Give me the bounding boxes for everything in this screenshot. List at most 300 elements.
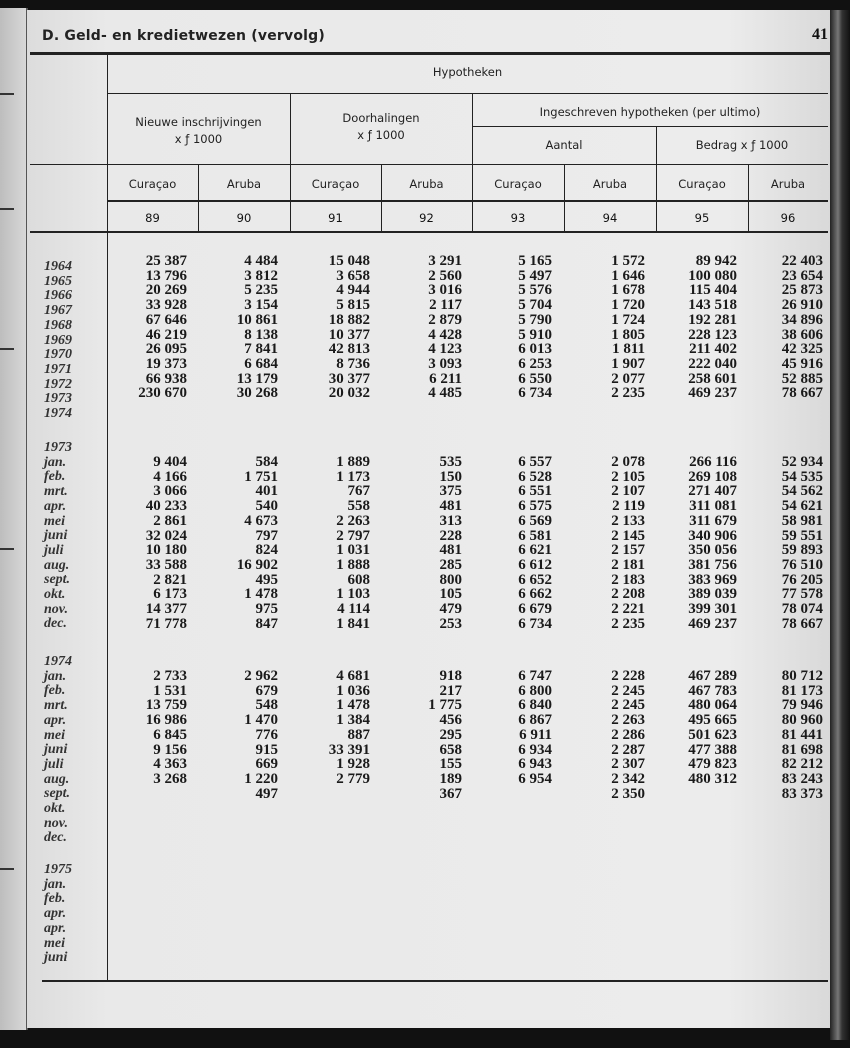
- row-label: dec.: [44, 616, 67, 632]
- table-cell: 1 036: [336, 682, 370, 699]
- table-cell: 25 387: [145, 253, 187, 269]
- row-label: mei: [44, 935, 65, 951]
- table-cell: 10 377: [328, 326, 370, 343]
- table-cell: 6 211: [429, 370, 462, 387]
- section-year: 1975: [44, 862, 72, 877]
- row-label: 1972: [44, 376, 72, 392]
- table-cell: 79 946: [781, 697, 823, 714]
- table-cell: 1 751: [244, 468, 278, 485]
- table-cell: 6 652: [518, 571, 552, 588]
- row-label: 1973: [44, 391, 72, 407]
- table-cell: 5 497: [518, 267, 552, 284]
- row-label: jan.: [44, 454, 67, 470]
- table-cell: 71 778: [145, 615, 187, 632]
- table-cell: 6 621: [518, 542, 552, 559]
- table-cell: 6 911: [519, 726, 552, 743]
- row-label: sept.: [44, 572, 71, 588]
- table-cell: 350 056: [688, 542, 737, 559]
- table-cell: 59 551: [781, 527, 823, 544]
- table-cell: 2 879: [428, 311, 462, 328]
- adjacent-page-edge: [0, 8, 28, 1030]
- table-cell: 1 478: [336, 697, 370, 714]
- column-number: 93: [510, 211, 526, 225]
- table-cell: 608: [347, 571, 370, 588]
- table-cell: 495 665: [688, 712, 737, 729]
- table-cell: 22 403: [781, 253, 823, 269]
- table-cell: 6 934: [518, 741, 552, 758]
- table-cell: 253: [439, 615, 462, 632]
- table-cell: 78 667: [781, 385, 823, 402]
- table-cell: 481: [439, 542, 462, 559]
- table-cell: 2 307: [611, 756, 645, 773]
- table-cell: 3 291: [428, 253, 462, 269]
- row-label: 1969: [44, 332, 72, 348]
- table-cell: 78 074: [781, 601, 823, 617]
- column-number: 92: [419, 211, 434, 225]
- table-cell: 2 235: [611, 385, 645, 402]
- table-cell: 1 031: [336, 542, 370, 559]
- table-cell: 467 783: [688, 682, 737, 699]
- table-cell: 59 893: [781, 542, 823, 559]
- table-cell: 3 154: [244, 297, 278, 314]
- table-cell: 6 954: [518, 770, 552, 787]
- table-cell: 767: [347, 483, 370, 500]
- table-cell: 2 133: [611, 512, 645, 529]
- group-header-registered: Ingeschreven hypotheken (per ultimo): [539, 105, 761, 119]
- table-cell: 2 208: [611, 586, 645, 603]
- table-cell: 6 684: [244, 355, 278, 372]
- table-cell: 2 797: [336, 527, 370, 544]
- table-cell: 8 736: [336, 355, 370, 372]
- table-cell: 5 790: [518, 311, 552, 328]
- table-cell: 14 377: [145, 601, 187, 617]
- table-cell: 58 981: [781, 512, 823, 529]
- row-label: jan.: [44, 876, 67, 892]
- table-cell: 548: [255, 697, 278, 714]
- row-label: aug.: [44, 771, 70, 787]
- row-label: feb.: [44, 469, 66, 485]
- table-cell: 6 581: [518, 527, 552, 544]
- row-label: feb.: [44, 891, 66, 907]
- table-cell: 52 885: [781, 370, 823, 387]
- table-cell: 311 679: [689, 512, 737, 529]
- table-cell: 1 478: [244, 586, 278, 603]
- row-label: mei: [44, 727, 65, 743]
- column-number: 94: [602, 211, 618, 225]
- column-number: 95: [694, 211, 710, 225]
- table-cell: 6 557: [518, 454, 552, 470]
- table-cell: 1 811: [612, 341, 645, 358]
- table-cell: 5 815: [336, 297, 370, 314]
- table-cell: 1 907: [611, 355, 645, 372]
- row-label: mrt.: [44, 484, 68, 500]
- table-cell: 15 048: [328, 253, 370, 269]
- table-cell: 6 943: [518, 756, 552, 773]
- table-cell: 6 253: [518, 355, 552, 372]
- table-cell: 2 145: [611, 527, 645, 544]
- row-label: apr.: [44, 712, 67, 728]
- table-cell: 20 032: [328, 385, 370, 402]
- column-header: Aruba: [226, 177, 262, 191]
- table-cell: 887: [347, 726, 370, 743]
- row-label: juni: [44, 528, 68, 544]
- table-cell: 2 342: [611, 770, 645, 787]
- table-cell: 13 759: [145, 697, 187, 714]
- column-number: 89: [145, 211, 160, 225]
- column-header: Curaçao: [494, 177, 542, 191]
- table-cell: 5 576: [518, 282, 552, 299]
- table-cell: 67 646: [145, 311, 187, 328]
- table-cell: 80 712: [781, 668, 823, 684]
- table-cell: 1 220: [244, 770, 278, 787]
- table-cell: 6 845: [153, 726, 187, 743]
- row-label: okt.: [44, 801, 66, 816]
- table-cell: 2 821: [153, 571, 187, 588]
- table-cell: 83 373: [781, 785, 823, 802]
- table-cell: 54 535: [781, 468, 823, 485]
- table-cell: 5 704: [518, 297, 552, 314]
- table-cell: 2 861: [153, 512, 187, 529]
- table-cell: 313: [439, 512, 462, 529]
- table-cell: 2 245: [611, 697, 645, 714]
- table-cell: 76 205: [781, 571, 823, 588]
- table-cell: 81 441: [781, 726, 823, 743]
- column-number: 91: [328, 211, 343, 225]
- table-cell: 535: [439, 454, 462, 470]
- table-cell: 2 733: [153, 668, 187, 684]
- table-cell: 679: [255, 682, 278, 699]
- table-cell: 33 391: [328, 741, 370, 758]
- table-cell: 26 095: [145, 341, 187, 358]
- table-cell: 77 578: [781, 586, 823, 603]
- table-cell: 54 621: [781, 498, 823, 515]
- row-label: juli: [44, 756, 64, 772]
- table-cell: 42 813: [328, 341, 370, 358]
- table-cell: 1 889: [336, 454, 370, 470]
- super-header: Hypotheken: [432, 65, 503, 79]
- table-cell: 78 667: [781, 615, 823, 632]
- table-cell: 2 235: [611, 615, 645, 632]
- row-label: nov.: [44, 815, 68, 831]
- table-cell: 367: [439, 785, 462, 802]
- column-number: 90: [236, 211, 252, 225]
- table-cell: 9 404: [153, 454, 187, 470]
- table-cell: 6 679: [518, 601, 552, 617]
- table-cell: 915: [255, 741, 278, 758]
- table-cell: 2 078: [611, 454, 645, 470]
- row-label: nov.: [44, 601, 68, 617]
- table-cell: 81 173: [781, 682, 823, 699]
- table-cell: 797: [255, 527, 278, 544]
- table-cell: 4 123: [428, 341, 462, 358]
- table-cell: 150: [439, 468, 462, 485]
- row-label: juli: [44, 542, 64, 558]
- table-cell: 23 654: [781, 267, 823, 284]
- row-label: feb.: [44, 683, 66, 699]
- section-title: D. Geld- en kredietwezen (vervolg): [42, 28, 325, 44]
- table-cell: 6 569: [518, 512, 552, 529]
- row-label: juni: [44, 742, 68, 758]
- table-cell: 6 612: [518, 556, 552, 573]
- row-label: 1971: [44, 361, 72, 377]
- row-label: mei: [44, 513, 65, 529]
- table-cell: 3 268: [153, 770, 187, 787]
- top-rule: [30, 52, 830, 55]
- table-cell: 4 166: [153, 468, 187, 485]
- table-cell: 4 428: [428, 326, 462, 343]
- table-cell: 480 064: [688, 697, 737, 714]
- section-year: 1973: [44, 440, 72, 455]
- table-cell: 975: [255, 601, 278, 617]
- table-cell: 30 268: [236, 385, 278, 402]
- table-cell: 5 235: [244, 282, 278, 299]
- group-header-cancellations: Doorhalingen x ƒ 1000: [342, 111, 420, 142]
- table-cell: 19 373: [145, 355, 187, 372]
- group-header-new: Nieuwe inschrijvingen x ƒ 1000: [135, 115, 262, 146]
- table-cell: 13 179: [236, 370, 278, 387]
- table-cell: 1 646: [611, 267, 645, 284]
- table-cell: 6 800: [518, 682, 552, 699]
- column-header: Curaçao: [678, 177, 726, 191]
- row-label: juni: [44, 950, 68, 966]
- table-cell: 584: [255, 454, 278, 470]
- table-cell: 2 181: [611, 556, 645, 573]
- table-cell: 5 910: [518, 326, 552, 343]
- row-label: mrt.: [44, 698, 68, 714]
- row-label: 1967: [44, 303, 72, 319]
- table-cell: 40 233: [145, 498, 187, 515]
- table-cell: 469 237: [688, 615, 737, 632]
- table-cell: 105: [439, 586, 462, 603]
- table-cell: 2 779: [336, 770, 370, 787]
- row-label: sept.: [44, 786, 71, 802]
- table-cell: 669: [255, 756, 278, 773]
- table-cell: 497: [255, 785, 278, 802]
- table-cell: 230 670: [138, 385, 187, 402]
- table-cell: 52 934: [781, 454, 823, 470]
- table-cell: 1 384: [336, 712, 370, 729]
- table-cell: 4 363: [153, 756, 187, 773]
- row-label: 1964: [44, 259, 72, 274]
- table-cell: 2 107: [611, 483, 645, 500]
- column-header: Aruba: [770, 177, 806, 191]
- table-cell: 3 812: [244, 267, 278, 284]
- table-cell: 32 024: [145, 527, 187, 544]
- row-label: apr.: [44, 920, 67, 936]
- table-cell: 477 388: [688, 741, 737, 758]
- table-cell: 228: [439, 527, 462, 544]
- table-cell: 16 986: [145, 712, 187, 729]
- table-cell: 20 269: [145, 282, 187, 299]
- table-cell: 9 156: [153, 741, 187, 758]
- table-cell: 4 114: [337, 601, 370, 617]
- table-cell: 228 123: [688, 326, 737, 343]
- row-label: jan.: [44, 668, 67, 684]
- table-cell: 1 531: [153, 682, 187, 699]
- table-cell: 83 243: [781, 770, 823, 787]
- table-cell: 311 081: [689, 498, 737, 515]
- row-label: 1966: [44, 288, 72, 304]
- section-year: 1974: [44, 654, 72, 669]
- table-cell: 2 221: [611, 601, 645, 617]
- table-cell: 1 805: [611, 326, 645, 343]
- row-label: apr.: [44, 906, 67, 922]
- table-cell: 10 861: [236, 311, 278, 328]
- table-cell: 6 840: [518, 697, 552, 714]
- table-cell: 800: [439, 571, 462, 588]
- column-header: Curaçao: [128, 177, 177, 191]
- table-cell: 1 572: [611, 253, 645, 269]
- table-cell: 6 528: [518, 468, 552, 485]
- table-cell: 34 896: [781, 311, 823, 328]
- table-cell: 480 312: [688, 770, 737, 787]
- table-cell: 1 470: [244, 712, 278, 729]
- table-cell: 540: [255, 498, 278, 515]
- table-cell: 2 228: [611, 668, 645, 684]
- table-cell: 6 662: [518, 586, 552, 603]
- table-cell: 558: [347, 498, 370, 515]
- column-number: 96: [780, 211, 796, 225]
- table-cell: 4 484: [244, 253, 278, 269]
- row-label: okt.: [44, 587, 66, 602]
- table-cell: 375: [439, 483, 462, 500]
- table-cell: 66 938: [145, 370, 187, 387]
- column-header: Aruba: [409, 177, 444, 191]
- table-cell: 2 287: [611, 741, 645, 758]
- table-cell: 266 116: [689, 454, 737, 470]
- table-cell: 45 916: [781, 355, 823, 372]
- table-cell: 258 601: [688, 370, 737, 387]
- table-cell: 82 212: [781, 756, 823, 773]
- table-cell: 776: [255, 726, 278, 743]
- table-cell: 401: [255, 483, 278, 500]
- row-label: apr.: [44, 498, 67, 514]
- table-cell: 2 157: [611, 542, 645, 559]
- table-cell: 6 575: [518, 498, 552, 515]
- table-cell: 7 841: [244, 341, 278, 358]
- table-cell: 155: [439, 756, 462, 773]
- table-cell: 192 281: [688, 311, 737, 328]
- table-cell: 6 173: [153, 586, 187, 603]
- table-cell: 16 902: [236, 556, 278, 573]
- table-cell: 25 873: [781, 282, 823, 299]
- table-cell: 399 301: [688, 601, 737, 617]
- table-cell: 115 404: [689, 282, 737, 299]
- table-cell: 13 796: [145, 267, 187, 284]
- table-cell: 2 245: [611, 682, 645, 699]
- table-cell: 3 066: [153, 483, 187, 500]
- table-cell: 1 103: [336, 586, 370, 603]
- bottom-rule: [42, 980, 828, 982]
- table-cell: 5 165: [518, 253, 552, 269]
- table-cell: 76 510: [781, 556, 823, 573]
- table-cell: 824: [255, 542, 278, 559]
- table-cell: 1 720: [611, 297, 645, 314]
- row-label: 1974: [44, 406, 72, 421]
- row-label: 1968: [44, 317, 72, 333]
- table-cell: 2 263: [336, 512, 370, 529]
- table-cell: 217: [439, 682, 462, 699]
- table-cell: 501 623: [688, 726, 737, 743]
- column-header: Aruba: [592, 177, 628, 191]
- table-cell: 89 942: [695, 253, 737, 269]
- table-cell: 2 263: [611, 712, 645, 729]
- table-cell: 222 040: [688, 355, 737, 372]
- table-cell: 481: [439, 498, 462, 515]
- table-cell: 2 119: [612, 498, 645, 515]
- row-label: 1965: [44, 273, 72, 289]
- table-cell: 6 551: [518, 483, 552, 500]
- table-cell: 42 325: [781, 341, 823, 358]
- table-cell: 2 077: [611, 370, 645, 387]
- table-cell: 2 117: [429, 297, 462, 314]
- page-number: 41: [812, 26, 828, 43]
- table-cell: 1 841: [336, 615, 370, 632]
- table-cell: 658: [439, 741, 462, 758]
- table-cell: 467 289: [688, 668, 737, 684]
- table-cell: 2 286: [611, 726, 645, 743]
- table-cell: 30 377: [328, 370, 370, 387]
- table-cell: 8 138: [244, 326, 278, 343]
- table-cell: 54 562: [781, 483, 823, 500]
- table-cell: 10 180: [145, 542, 187, 559]
- table-cell: 1 775: [428, 697, 462, 714]
- table-cell: 1 173: [336, 468, 370, 485]
- row-label: 1970: [44, 347, 72, 363]
- table-cell: 2 962: [244, 668, 278, 684]
- page-edge: [830, 10, 850, 1040]
- table-cell: 4 485: [428, 385, 462, 402]
- table-cell: 456: [439, 712, 462, 729]
- table-cell: 1 888: [336, 556, 370, 573]
- column-header: Curaçao: [311, 177, 360, 191]
- table-cell: 46 219: [145, 326, 187, 343]
- table-cell: 269 108: [688, 468, 737, 485]
- table-cell: 295: [439, 726, 462, 743]
- table-cell: 479 823: [688, 756, 737, 773]
- table-cell: 189: [439, 770, 462, 787]
- table-cell: 479: [439, 601, 462, 617]
- table-cell: 18 882: [328, 311, 370, 328]
- table-cell: 469 237: [688, 385, 737, 402]
- table-cell: 211 402: [689, 341, 737, 358]
- table-cell: 143 518: [688, 297, 737, 314]
- table-cell: 6 734: [518, 385, 552, 402]
- table-cell: 6 550: [518, 370, 552, 387]
- table-cell: 6 747: [518, 668, 552, 684]
- table-cell: 918: [439, 668, 462, 684]
- table-cell: 271 407: [688, 483, 737, 500]
- subgroup-amount: Bedrag x ƒ 1000: [695, 138, 789, 152]
- row-label: aug.: [44, 557, 70, 573]
- table-cell: 381 756: [688, 556, 737, 573]
- table-cell: 6 867: [518, 712, 552, 729]
- table-cell: 389 039: [688, 586, 737, 603]
- row-label: dec.: [44, 830, 67, 846]
- table-cell: 847: [255, 615, 278, 632]
- table-cell: 38 606: [781, 326, 823, 343]
- table-cell: 33 928: [145, 297, 187, 314]
- table-cell: 3 093: [428, 355, 462, 372]
- table-cell: 81 698: [781, 741, 823, 758]
- subgroup-count: Aantal: [545, 138, 583, 152]
- table-cell: 80 960: [781, 712, 823, 729]
- table-cell: 4 673: [244, 512, 278, 529]
- table-cell: 383 969: [688, 571, 737, 588]
- table-cell: 285: [439, 556, 462, 573]
- table-cell: 26 910: [781, 297, 823, 314]
- table-cell: 1 678: [611, 282, 645, 299]
